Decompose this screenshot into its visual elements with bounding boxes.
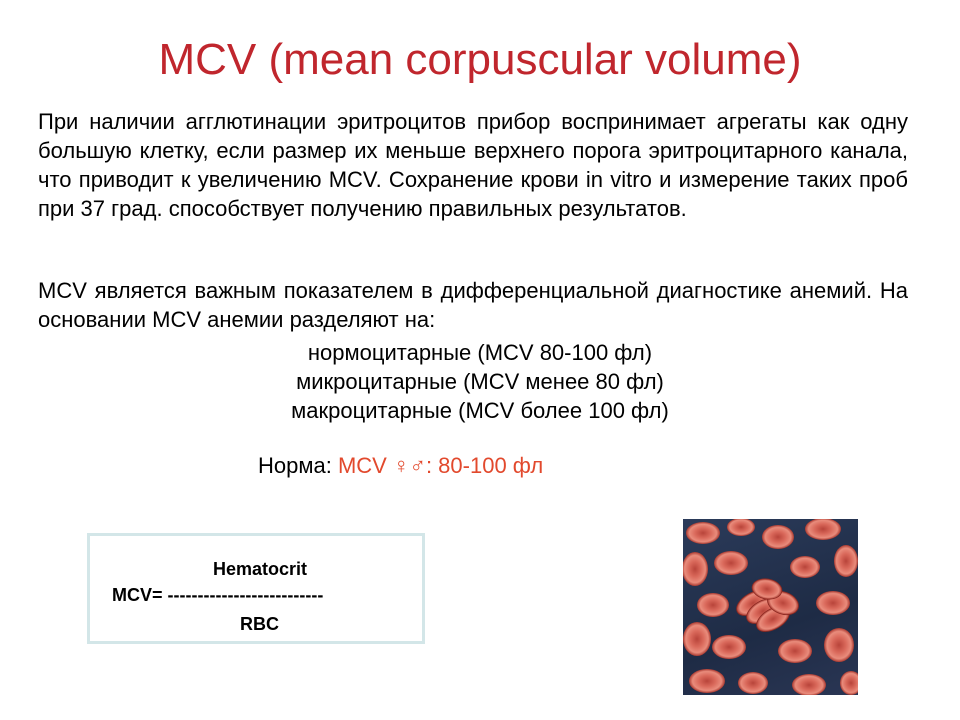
paragraph-agglutination: При наличии агглютинации эритроцитов прибор воспринимает агрегаты как одну большую клетку, если размер их меньше верхнего порога эритроцитарного канала, что приводит к увеличению MCV. Сохранение крови in vitro и измерение таких проб при 37 град. способствует получению правильных результатов. <box>38 109 908 221</box>
red-blood-cells-illustration <box>683 519 858 695</box>
norm-line <box>258 451 543 480</box>
red-blood-cells-photo <box>683 519 858 695</box>
norm-value: MCV ♀♂: 80-100 фл <box>337 453 544 478</box>
formula-lhs: MCV= -------------------------- <box>112 585 324 605</box>
norm-label: Норма: <box>258 453 338 478</box>
mcv-formula-box <box>87 533 425 644</box>
paragraph-mcv-importance: MCV является важным показателем в дифференциальной диагностике анемий. На основании MCV анемии разделяют на: <box>38 278 908 332</box>
slide-title: MCV (mean corpuscular volume) <box>158 35 802 84</box>
anemia-type-microcytic: микроцитарные (MCV менее 80 фл) <box>296 369 664 394</box>
anemia-type-macrocytic: макроцитарные (MCV более 100 фл) <box>291 398 669 423</box>
formula-numerator: Hematocrit <box>213 559 308 579</box>
formula-denominator: RBC <box>240 614 279 634</box>
anemia-type-normocytic: нормоцитарные (MCV 80-100 фл) <box>307 340 653 365</box>
